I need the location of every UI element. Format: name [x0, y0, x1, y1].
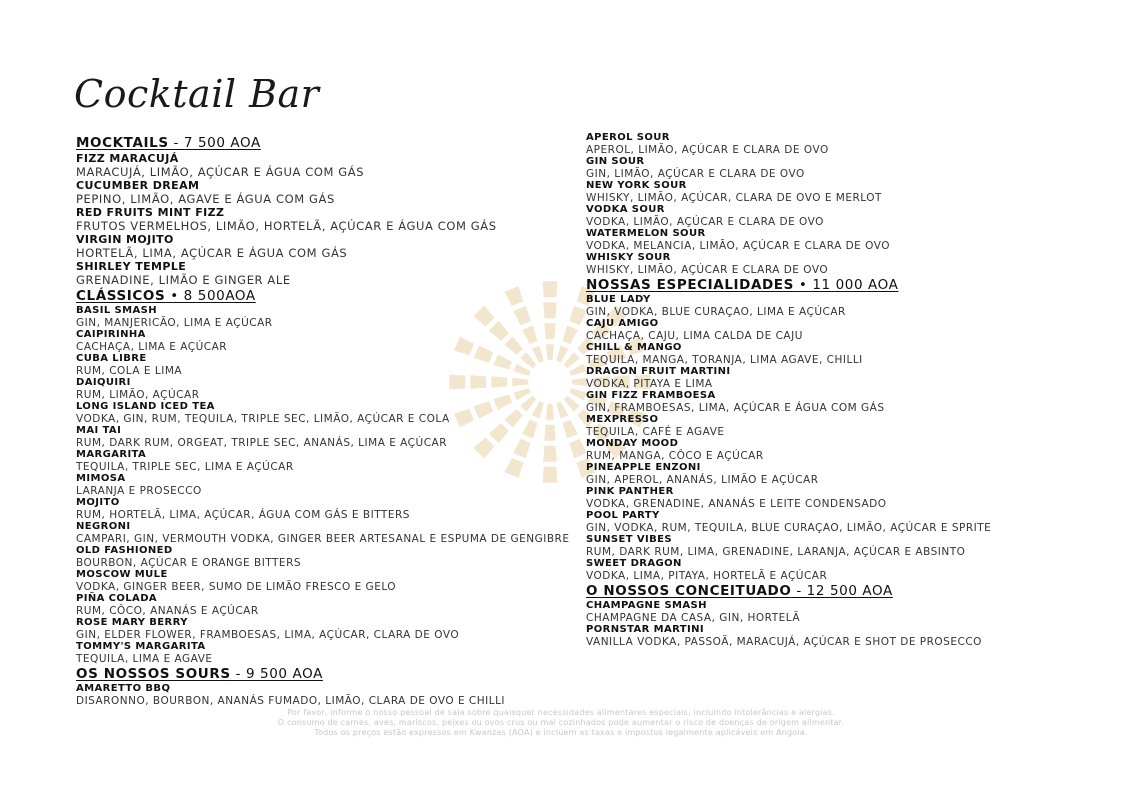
- menu-item-name: GIN FIZZ FRAMBOESA: [586, 390, 716, 401]
- menu-item: [76, 497, 556, 521]
- menu-item: [76, 641, 556, 665]
- menu-item-description: VODKA, GIN, RUM, TEQUILA, TRIPLE SEC, LIMÃO, AÇÚCAR E COLA: [76, 413, 450, 425]
- menu-item-name: SUNSET VIBES: [586, 534, 672, 545]
- menu-item-description: WHISKY, LIMÃO, AÇÚCAR E CLARA DE OVO: [586, 264, 829, 276]
- menu-item: [586, 132, 1066, 156]
- menu-item-description: APEROL, LIMÃO, AÇÚCAR E CLARA DE OVO: [586, 144, 829, 156]
- menu-item-name: BLUE LADY: [586, 294, 651, 305]
- menu-item-description: VODKA, MELANCIA, LIMÃO, AÇÚCAR E CLARA DE OVO: [586, 240, 890, 252]
- menu-item-name: WHISKY SOUR: [586, 252, 671, 263]
- sunburst-segment: [564, 352, 580, 368]
- menu-item-description: RUM, HORTELÃ, LIMA, AÇÚCAR, ÁGUA COM GÁS E BITTERS: [76, 509, 410, 521]
- sunburst-segment: [569, 388, 586, 400]
- menu-item-description: GIN, MANJERICÃO, LIMA E AÇÚCAR: [76, 317, 273, 329]
- menu-item-description: GIN, ELDER FLOWER, FRAMBOESAS, LIMA, AÇÚCAR, CLARA DE OVO: [76, 629, 460, 641]
- menu-item-name: CUCUMBER DREAM: [76, 179, 200, 192]
- menu-item-description: BOURBON, AÇÚCAR E ORANGE BITTERS: [76, 557, 302, 569]
- section-title: MOCKTAILS: [76, 135, 169, 151]
- menu-item: [76, 152, 556, 179]
- sours-continued-list: [586, 132, 1066, 276]
- menu-item: [76, 425, 556, 449]
- menu-item: [586, 510, 1066, 534]
- menu-item-name: POOL PARTY: [586, 510, 660, 521]
- menu-item: [586, 462, 1066, 486]
- menu-item-name: CAIPIRINHA: [76, 329, 146, 340]
- menu-item-name: NEGRONI: [76, 521, 131, 532]
- menu-item-name: PINK PANTHER: [586, 486, 674, 497]
- menu-item-list: [586, 294, 1066, 582]
- menu-item-description: VODKA, GINGER BEER, SUMO DE LIMÃO FRESCO E GELO: [76, 581, 397, 593]
- menu-item-description: CACHAÇA, LIMA E AÇÚCAR: [76, 341, 228, 353]
- menu-item: [586, 204, 1066, 228]
- menu-item-description: DISARONNO, BOURBON, ANANÁS FUMADO, LIMÃO, CLARA DE OVO E CHILLI: [76, 695, 506, 707]
- section-price: - 9 500 AOA: [230, 666, 323, 682]
- section-title: NOSSAS ESPECIALIDADES: [586, 277, 794, 293]
- section-price: - 7 500 AOA: [168, 135, 261, 151]
- menu-item-name: VODKA SOUR: [586, 204, 665, 215]
- menu-item-name: AMARETTO BBQ: [76, 683, 171, 694]
- menu-item-description: TEQUILA, CAFÉ E AGAVE: [586, 426, 725, 438]
- menu-item: [76, 329, 556, 353]
- menu-item-description: TEQUILA, LIMA E AGAVE: [76, 653, 213, 665]
- menu-item-description: WHISKY, LIMÃO, AÇÚCAR, CLARA DE OVO E MERLOT: [586, 192, 882, 204]
- menu-item: [586, 156, 1066, 180]
- menu-item-description: RUM, LIMÃO, AÇÚCAR: [76, 389, 200, 401]
- menu-item-description: TEQUILA, MANGA, TORANJA, LIMA AGAVE, CHILLI: [586, 354, 863, 366]
- section-heading-sours: [76, 665, 556, 683]
- menu-item-description: CHAMPAGNE DA CASA, GIN, HORTELÃ: [586, 612, 801, 624]
- menu-item-name: OLD FASHIONED: [76, 545, 173, 556]
- menu-item-description: GIN, LIMÃO, AÇÚCAR E CLARA DE OVO: [586, 168, 805, 180]
- menu-item-description: GIN, APEROL, ANANÁS, LIMÃO E AÇÚCAR: [586, 474, 819, 486]
- menu-item-description: VODKA, LIMÃO, AÇÚCAR E CLARA DE OVO: [586, 216, 824, 228]
- section-price: - 12 500 AOA: [791, 583, 893, 599]
- menu-item: [586, 600, 1066, 624]
- menu-item-name: CHILL & MANGO: [586, 342, 682, 353]
- menu-item: [586, 228, 1066, 252]
- menu-item: [586, 438, 1066, 462]
- menu-item-description: CACHAÇA, CAJU, LIMA CALDA DE CAJU: [586, 330, 803, 342]
- menu-item-name: LONG ISLAND ICED TEA: [76, 401, 215, 412]
- footer-line: Todos os preços estão expressos em Kwanzas (AOA) e incluem as taxas e impostos legalmente aplicáveis em Angola.: [314, 728, 808, 737]
- menu-item: [586, 390, 1066, 414]
- menu-item-name: MEXPRESSO: [586, 414, 659, 425]
- section-heading-conceituado: [586, 582, 1066, 600]
- menu-item-name: PORNSTAR MARTINI: [586, 624, 705, 635]
- menu-item-description: RUM, DARK RUM, LIMA, GRENADINE, LARANJA, AÇÚCAR E ABSINTO: [586, 546, 966, 558]
- menu-item-description: CAMPARI, GIN, VERMOUTH VODKA, GINGER BEER ARTESANAL E ESPUMA DE GENGIBRE: [76, 533, 570, 545]
- menu-column-left: [76, 134, 570, 707]
- sunburst-segment: [556, 401, 568, 418]
- section-price: • 11 000 AOA: [793, 277, 899, 293]
- section-title: O NOSSOS CONCEITUADO: [586, 583, 792, 599]
- menu-item: [76, 401, 556, 425]
- menu-item-description: HORTELÃ, LIMA, AÇÚCAR E ÁGUA COM GÁS: [76, 246, 348, 260]
- menu-item-description: VODKA, GRENADINE, ANANÁS E LEITE CONDENSADO: [586, 498, 887, 510]
- section-title: CLÁSSICOS: [76, 288, 166, 304]
- menu-item: [76, 179, 556, 206]
- menu-item-list: [76, 152, 556, 287]
- footer-line: Por favor, informe o nosso pessoal de sala sobre quaisquer necessidades alimentares especiais, incluindo intolerâncias e alergias.: [287, 708, 835, 717]
- especialidades-section: [586, 276, 1066, 582]
- menu-item-name: DRAGON FRUIT MARTINI: [586, 366, 731, 377]
- menu-item: [586, 366, 1066, 390]
- sunburst-segment: [564, 396, 580, 412]
- menu-item-name: MOSCOW MULE: [76, 569, 168, 580]
- menu-item: [586, 534, 1066, 558]
- menu-item-name: TOMMY'S MARGARITA: [76, 641, 206, 652]
- menu-item: [76, 473, 556, 497]
- menu-item-name: ROSE MARY BERRY: [76, 617, 188, 628]
- classicos-section: [76, 287, 570, 665]
- menu-item-name: WATERMELON SOUR: [586, 228, 706, 239]
- section-price: • 8 500AOA: [165, 288, 256, 304]
- section-heading-classicos: [76, 287, 556, 305]
- menu-item: [586, 252, 1066, 276]
- menu-item-name: MIMOSA: [76, 473, 126, 484]
- sunburst-segment: [563, 326, 578, 345]
- menu-item: [586, 558, 1066, 582]
- menu-item-description: VODKA, PITAYA E LIMA: [586, 378, 713, 390]
- menu-item-description: RUM, MANGA, CÔCO E AÇÚCAR: [586, 450, 764, 462]
- section-heading-especialidades: [586, 276, 1066, 294]
- sours-section: [76, 665, 556, 707]
- menu-item: [586, 486, 1066, 510]
- menu-item-description: RUM, DARK RUM, ORGEAT, TRIPLE SEC, ANANÁS, LIMA E AÇÚCAR: [76, 437, 448, 449]
- menu-item: [76, 206, 556, 233]
- menu-column-right: [586, 132, 1066, 648]
- page-title: Cocktail Bar: [74, 72, 320, 116]
- menu-item: [76, 593, 556, 617]
- menu-item-name: CHAMPAGNE SMASH: [586, 600, 707, 611]
- section-title: OS NOSSOS SOURS: [76, 666, 231, 682]
- sunburst-segment: [563, 420, 578, 439]
- menu-item-description: GIN, VODKA, RUM, TEQUILA, BLUE CURAÇAO, LIMÃO, AÇÚCAR E SPRITE: [586, 522, 992, 534]
- menu-item: [76, 545, 556, 569]
- menu-item-name: CAJU AMIGO: [586, 318, 659, 329]
- menu-item: [586, 624, 1066, 648]
- sunburst-segment: [569, 439, 587, 459]
- menu-item-name: SHIRLEY TEMPLE: [76, 260, 187, 273]
- conceituado-section: [586, 582, 1066, 648]
- menu-item: [76, 353, 556, 377]
- menu-item-name: CUBA LIBRE: [76, 353, 147, 364]
- menu-item: [76, 305, 556, 329]
- footer-notice: [0, 708, 1122, 738]
- menu-item-description: GIN, VODKA, BLUE CURAÇAO, LIMA E AÇÚCAR: [586, 306, 846, 318]
- menu-item: [76, 569, 556, 593]
- menu-item-name: APEROL SOUR: [586, 132, 670, 143]
- menu-item: [76, 260, 556, 287]
- menu-item-name: NEW YORK SOUR: [586, 180, 687, 191]
- menu-item: [76, 683, 556, 707]
- sunburst-segment: [569, 306, 587, 326]
- menu-item-list: [76, 305, 570, 665]
- sunburst-segment: [569, 364, 586, 376]
- menu-item: [586, 342, 1066, 366]
- menu-item-name: PIÑA COLADA: [76, 593, 158, 604]
- section-heading-mocktails: [76, 134, 556, 152]
- menu-item: [76, 233, 556, 260]
- menu-item-description: GIN, FRAMBOESAS, LIMA, AÇÚCAR E ÁGUA COM GÁS: [586, 402, 885, 414]
- menu-item-description: FRUTOS VERMELHOS, LIMÃO, HORTELÃ, AÇÚCAR E ÁGUA COM GÁS: [76, 219, 497, 233]
- menu-item-description: GRENADINE, LIMÃO E GINGER ALE: [76, 273, 291, 287]
- menu-item-name: MAI TAI: [76, 425, 122, 436]
- sunburst-segment: [556, 346, 568, 363]
- menu-item: [76, 377, 556, 401]
- menu-item-description: VANILLA VODKA, PASSOÃ, MARACUJÁ, AÇÚCAR E SHOT DE PROSECCO: [586, 636, 982, 648]
- menu-item-list: [76, 683, 556, 707]
- menu-item: [76, 617, 556, 641]
- menu-item-name: PINEAPPLE ENZONI: [586, 462, 701, 473]
- menu-item: [586, 180, 1066, 204]
- menu-item-name: RED FRUITS MINT FIZZ: [76, 206, 225, 219]
- menu-item: [76, 521, 570, 545]
- menu-item-name: MONDAY MOOD: [586, 438, 679, 449]
- menu-item-list: [586, 600, 1066, 648]
- mocktails-section: [76, 134, 556, 287]
- menu-item-name: BASIL SMASH: [76, 305, 158, 316]
- menu-item-name: MARGARITA: [76, 449, 147, 460]
- menu-item-description: MARACUJÁ, LIMÃO, AÇÚCAR E ÁGUA COM GÁS: [76, 165, 365, 179]
- menu-item-description: VODKA, LIMA, PITAYA, HORTELÃ E AÇÚCAR: [586, 570, 828, 582]
- menu-item-name: DAIQUIRI: [76, 377, 131, 388]
- menu-item-description: TEQUILA, TRIPLE SEC, LIMA E AÇÚCAR: [76, 461, 294, 473]
- menu-item: [586, 318, 1066, 342]
- menu-item-name: FIZZ MARACUJÁ: [76, 152, 179, 165]
- menu-item-description: LARANJA E PROSECCO: [76, 485, 202, 497]
- menu-item-description: RUM, COLA E LIMA: [76, 365, 183, 377]
- menu-item: [586, 294, 1066, 318]
- menu-item-name: SWEET DRAGON: [586, 558, 682, 569]
- menu-item-description: PEPINO, LIMÃO, AGAVE E ÁGUA COM GÁS: [76, 192, 335, 206]
- menu-item-name: GIN SOUR: [586, 156, 645, 167]
- menu-item-name: MOJITO: [76, 497, 120, 508]
- menu-item: [76, 449, 556, 473]
- footer-line: O consumo de carnes, aves, mariscos, peixes ou ovos crus ou mal cozinhados pode aumentar o risco de doenças de origem alimentar.: [277, 718, 845, 727]
- menu-item-description: RUM, CÔCO, ANANÁS E AÇÚCAR: [76, 605, 259, 617]
- menu-item: [586, 414, 1066, 438]
- menu-item-name: VIRGIN MOJITO: [76, 233, 174, 246]
